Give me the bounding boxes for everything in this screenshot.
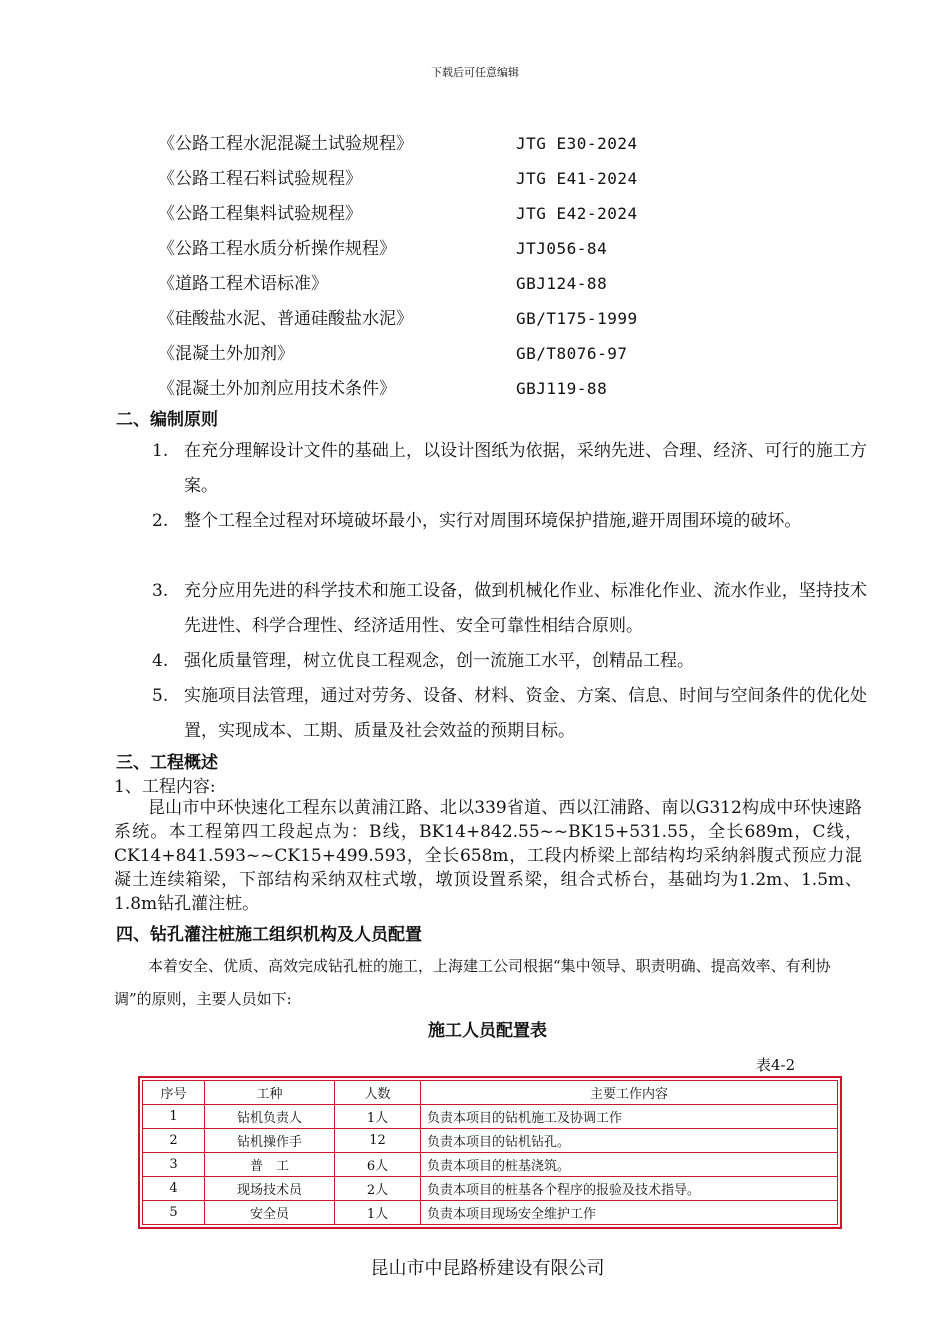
table-row	[143, 1129, 838, 1153]
table-cell: 安全员	[205, 1201, 335, 1225]
subsection-label: 1、工程内容:	[114, 777, 216, 797]
table-cell: 负责本项目现场安全维护工作	[421, 1201, 838, 1225]
table-cell: 钻机负责人	[205, 1105, 335, 1129]
principle-item: 5. 实施项目法管理，通过对劳务、设备、材料、资金、方案、信息、时间与空间条件的优化处置，实现成本、工期、质量及社会效益的预期目标。	[152, 686, 867, 741]
table-cell: 普 工	[205, 1153, 335, 1177]
standard-item: 《公路工程水泥混凝土试验规程》 JTG E30-2024	[158, 134, 638, 154]
table-header-cell: 工种	[205, 1081, 335, 1105]
table-cell: 2	[143, 1129, 205, 1153]
table-row	[143, 1105, 838, 1129]
standard-item: 《道路工程术语标准》 GBJ124-88	[158, 274, 608, 294]
standard-item: 《硅酸盐水泥、普通硅酸盐水泥》 GB/T175-1999	[158, 309, 638, 329]
header-note: 下载后可任意编辑	[431, 66, 519, 79]
table-header-cell: 人数	[335, 1081, 421, 1105]
table-cell: 负责本项目的钻机钻孔。	[421, 1129, 838, 1153]
section-heading: 二、编制原则	[116, 410, 218, 430]
table-row	[143, 1201, 838, 1225]
table-cell: 3	[143, 1153, 205, 1177]
staffing-table	[138, 1076, 842, 1229]
table-cell: 钻机操作手	[205, 1129, 335, 1153]
table-number: 表4-2	[756, 1056, 796, 1074]
table-row	[143, 1153, 838, 1177]
company-footer: 昆山市中昆路桥建设有限公司	[370, 1258, 605, 1279]
standard-item: 《公路工程集料试验规程》 JTG E42-2024	[158, 204, 638, 224]
table-header-cell: 序号	[143, 1081, 205, 1105]
section-heading: 四、钻孔灌注桩施工组织机构及人员配置	[116, 925, 422, 945]
table-cell: 现场技术员	[205, 1177, 335, 1201]
table-cell: 6人	[335, 1153, 421, 1177]
table-header-row	[143, 1081, 838, 1105]
table-cell: 1人	[335, 1105, 421, 1129]
standard-item: 《公路工程水质分析操作规程》 JTJ056-84	[158, 239, 608, 259]
table-cell: 1	[143, 1105, 205, 1129]
principle-item: 1. 在充分理解设计文件的基础上，以设计图纸为依据，采纳先进、合理、经济、可行的施工方案。	[152, 441, 867, 496]
table-cell: 负责本项目的钻机施工及协调工作	[421, 1105, 838, 1129]
standard-item: 《混凝土外加剂应用技术条件》 GBJ119-88	[158, 379, 608, 399]
principle-item: 3. 充分应用先进的科学技术和施工设备，做到机械化作业、标准化作业、流水作业，坚持技术先进性、科学合理性、经济适用性、安全可靠性相结合原则。	[152, 581, 867, 636]
table-cell: 负责本项目的桩基各个程序的报验及技术指导。	[421, 1177, 838, 1201]
table-cell: 5	[143, 1201, 205, 1225]
project-description: 昆山市中环快速化工程东以黄浦江路、北以339省道、西以江浦路、南以G312构成中环快速路系统。本工程第四工段起点为：B线，BK14+842.55~~BK15+531.55，全长689m，C线，CK14+841.593~~CK15+499.593，全长658m，工段内桥梁上部结构均采纳斜腹式预应力混凝土连续箱梁，下部结构采纳双柱式墩，墩顶设置系梁，组合式桥台，基础均为1.2m、1.5m、1.8m钻孔灌注桩。	[114, 798, 862, 914]
table-cell: 12	[335, 1129, 421, 1153]
table-cell: 负责本项目的桩基浇筑。	[421, 1153, 838, 1177]
section-heading: 三、工程概述	[116, 753, 218, 773]
standard-item: 《混凝土外加剂》 GB/T8076-97	[158, 344, 628, 364]
table-row	[143, 1177, 838, 1201]
principle-item: 2. 整个工程全过程对环境破坏最小，实行对周围环境保护措施,避开周围环境的破坏。	[152, 511, 802, 531]
standard-item: 《公路工程石料试验规程》 JTG E41-2024	[158, 169, 638, 189]
table-header-cell: 主要工作内容	[421, 1081, 838, 1105]
staffing-intro: 本着安全、优质、高效完成钻孔桩的施工，上海建工公司根据“集中领导、职责明确、提高效率、有利协调”的原则，主要人员如下:	[114, 957, 831, 1008]
principle-item: 4. 强化质量管理，树立优良工程观念，创一流施工水平，创精品工程。	[152, 651, 694, 671]
table-cell: 2人	[335, 1177, 421, 1201]
table-title: 施工人员配置表	[428, 1021, 547, 1041]
table-cell: 1人	[335, 1201, 421, 1225]
table-cell: 4	[143, 1177, 205, 1201]
